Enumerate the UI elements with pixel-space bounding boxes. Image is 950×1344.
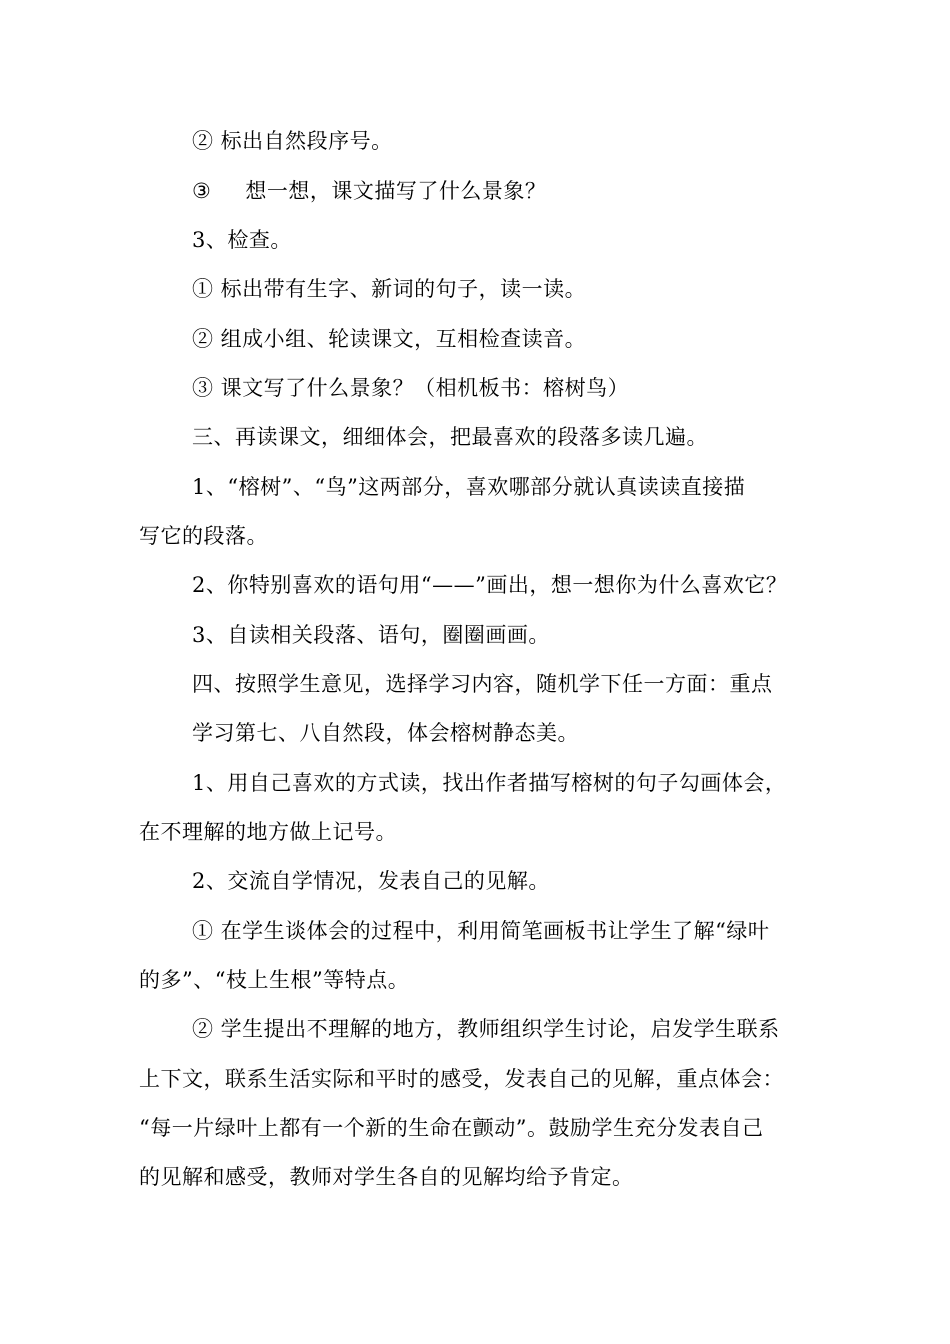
- text-line: 上下文，联系生活实际和平时的感受，发表自己的见解，重点体会：: [139, 1067, 784, 1091]
- text-line: 写它的段落。: [139, 524, 268, 548]
- section-heading: 三、再读课文，细细体会，把最喜欢的段落多读几遍。: [192, 425, 708, 449]
- text-line: ① 标出带有生字、新词的句子，读一读。: [192, 277, 587, 301]
- text-line: ③ 课文写了什么景象？（相机板书：榕树鸟）: [192, 376, 630, 400]
- text-line: “每一片绿叶上都有一个新的生命在颤动”。鼓励学生充分发表自己: [139, 1116, 764, 1140]
- text-line: 3、检查。: [192, 228, 292, 252]
- text-line: 1、“榕树”、“鸟”这两部分，喜欢哪部分就认真读读直接描: [192, 475, 746, 499]
- text-line: 1、用自己喜欢的方式读，找出作者描写榕树的句子勾画体会，: [192, 771, 787, 795]
- text-line: ② 组成小组、轮读课文，互相检查读音。: [192, 327, 587, 351]
- list-marker: ③: [192, 179, 212, 203]
- text-line: ① 在学生谈体会的过程中，利用简笔画板书让学生了解“绿叶: [192, 919, 770, 943]
- text-line: 3、自读相关段落、语句，圈圈画画。: [192, 623, 550, 647]
- section-heading: 四、按照学生意见，选择学习内容，随机学下任一方面：重点: [192, 672, 773, 696]
- text-line: 2、你特别喜欢的语句用“——”画出，想一想你为什么喜欢它？: [192, 573, 788, 597]
- text-line: [192, 176, 546, 206]
- text-line: ② 标出自然段序号。: [192, 129, 393, 153]
- text-line: ② 学生提出不理解的地方，教师组织学生讨论，启发学生联系: [192, 1017, 780, 1041]
- text-line: 的见解和感受，教师对学生各自的见解均给予肯定。: [139, 1165, 634, 1189]
- text-line: 2、交流自学情况，发表自己的见解。: [192, 869, 550, 893]
- text-line-content: 想一想，课文描写了什么景象？: [245, 179, 547, 203]
- text-line: 在不理解的地方做上记号。: [139, 820, 397, 844]
- text-line: 的多”、“枝上生根”等特点。: [139, 968, 410, 992]
- section-heading: 学习第七、八自然段，体会榕树静态美。: [192, 721, 579, 745]
